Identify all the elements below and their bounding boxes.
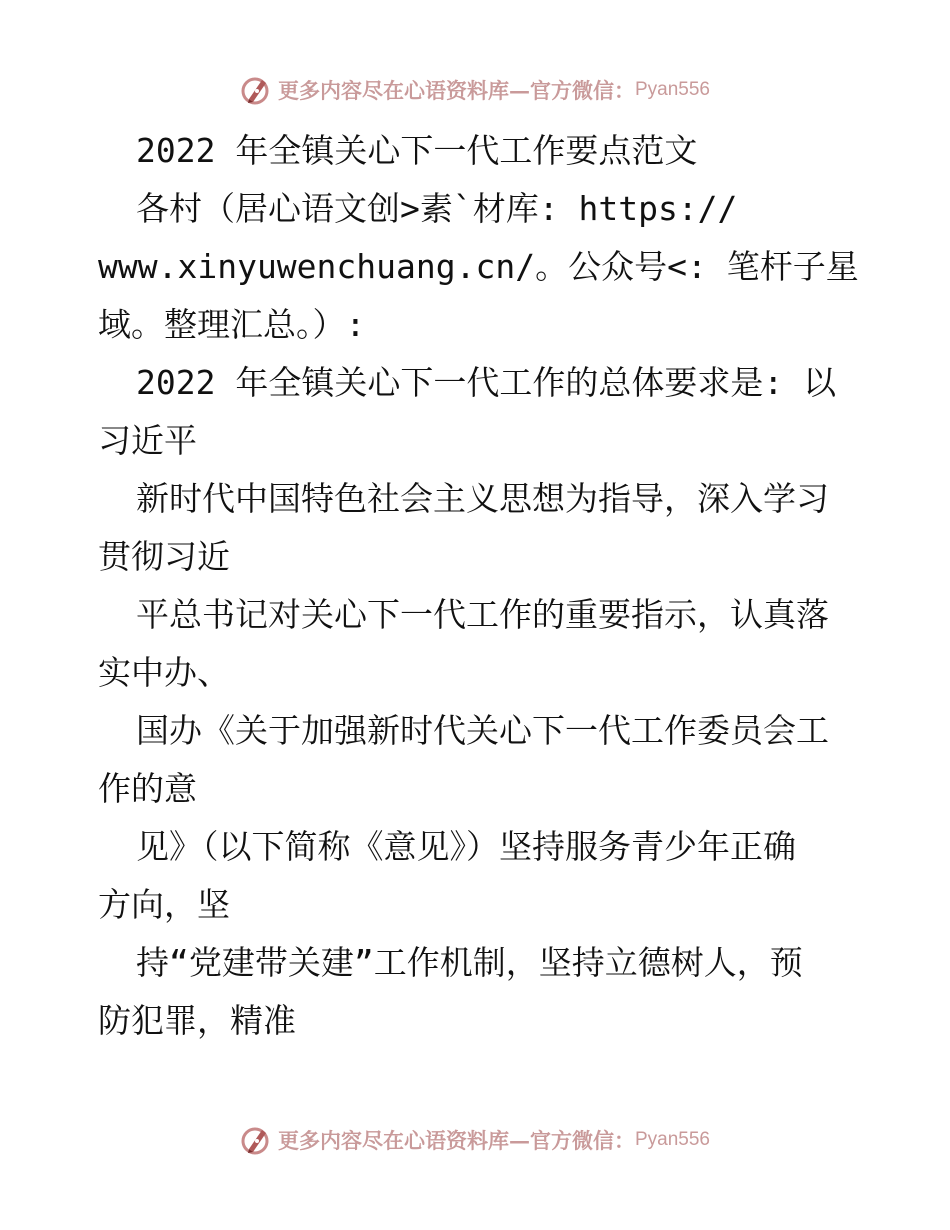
pen-circle-logo-icon [240,74,272,106]
paragraph-line: 各村（居心语文创>素`材库: https:// [136,189,738,228]
paragraph-line: 2022 年全镇关心下一代工作的总体要求是: 以 [136,363,837,402]
paragraph-line: 持“党建带关建”工作机制，坚持立德树人，预 [136,943,803,982]
paragraph-line: 作的意 [98,769,197,808]
paragraph-line: 见》（以下简称《意见》）坚持服务青少年正确 [136,827,796,866]
banner-text: 更多内容尽在心语资料库—官方微信： [277,1128,635,1153]
paragraph-line: 域。整理汇总。）: [98,305,366,344]
paragraph-line: 新时代中国特色社会主义思想为指导，深入学习 [136,479,829,518]
banner-text: 更多内容尽在心语资料库—官方微信： [277,78,635,103]
paragraph-line: www.xinyuwenchuang.cn/。公众号<: 笔杆子星 [98,247,859,286]
header-banner [0,70,950,110]
banner-wechat-id: Pyan556 [634,1129,710,1150]
paragraph-line: 国办《关于加强新时代关心下一代工作委员会工 [136,711,829,750]
document-title: 2022 年全镇关心下一代工作要点范文 [136,131,698,170]
paragraph-line: 贯彻习近 [98,537,230,576]
paragraph-line: 方向，坚 [98,885,230,924]
footer-banner-content [240,1124,710,1156]
paragraph-line: 实中办、 [98,653,230,692]
footer-banner [0,1120,950,1160]
paragraph-line: 平总书记对关心下一代工作的重要指示，认真落 [136,595,829,634]
banner-wechat-id: Pyan556 [634,79,710,100]
paragraph-line: 习近平 [98,421,197,460]
pen-circle-logo-icon [240,1124,272,1156]
paragraph-line: 防犯罪，精准 [98,1001,296,1040]
document-body [98,122,868,1050]
header-banner-content [240,74,710,106]
